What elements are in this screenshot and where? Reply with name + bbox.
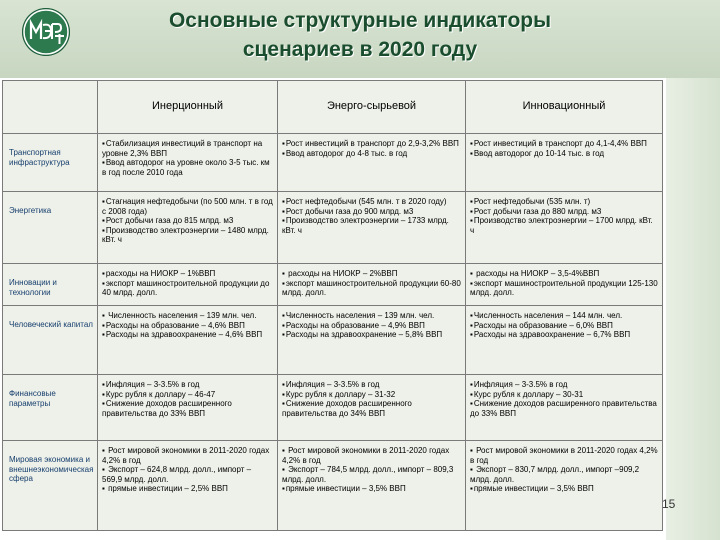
bullet-item: ▪ Рост мировой экономики в 2011-2020 годах 4,2% в год xyxy=(470,446,658,465)
row-header: Энергетика xyxy=(3,192,98,264)
bullet-item: ▪ прямые инвестиции – 2,5% ВВП xyxy=(102,484,273,494)
bullet-item: ▪ Численность населения – 139 млн. чел. xyxy=(282,311,461,321)
table-row xyxy=(3,441,663,531)
bullet-item: ▪ Курс рубля к доллару – 31-32 xyxy=(282,390,461,400)
bullet-item: ▪ Ввод автодорог до 4-8 тыс. в год xyxy=(282,149,461,159)
table-row xyxy=(3,264,663,306)
bullet-item: ▪ расходы на НИОКР – 1%ВВП xyxy=(102,269,273,279)
table-cell xyxy=(98,306,278,375)
table-cell xyxy=(98,264,278,306)
bullet-item: ▪ Ввод автодорог на уровне около 3-5 тыс. км в год после 2010 года xyxy=(102,158,273,177)
bullet-item: ▪ Рост нефтедобычи (545 млн. т в 2020 году) xyxy=(282,197,461,207)
bullet-item: ▪ Инфляция – 3-3.5% в год xyxy=(102,380,273,390)
bullet-item: ▪ Рост инвестиций в транспорт до 4,1-4,4% ВВП xyxy=(470,139,658,149)
table-cell xyxy=(278,441,466,531)
bullet-item: ▪ Рост добычи газа до 880 млрд. м3 xyxy=(470,207,658,217)
bullet-item: ▪ Снижение доходов расширенного правительства до 34% ВВП xyxy=(282,399,461,418)
table-header-row xyxy=(3,81,663,134)
title-line-2: сценариев в 2020 году xyxy=(242,38,478,61)
logo-icon xyxy=(22,8,70,56)
bullet-item: ▪ Производство электроэнергии – 1700 млрд. кВт. ч xyxy=(470,216,658,235)
bullet-item: ▪ Расходы на здравоохранение – 4,6% ВВП xyxy=(102,330,273,340)
row-header: Инновации и технологии xyxy=(3,264,98,306)
bullet-item: ▪ прямые инвестиции – 3,5% ВВП xyxy=(282,484,461,494)
bullet-item: ▪ экспорт машиностроительной продукции 125-130 млрд. долл. xyxy=(470,279,658,298)
bullet-item: ▪ Численность населения – 139 млн. чел. xyxy=(102,311,273,321)
bullet-item: ▪ Расходы на образование – 6,0% ВВП xyxy=(470,321,658,331)
table-row xyxy=(3,192,663,264)
page-title xyxy=(80,6,640,64)
bullet-item: ▪ Снижение доходов расширенного правительства до 33% ВВП xyxy=(102,399,273,418)
table-cell xyxy=(98,441,278,531)
table-cell xyxy=(278,192,466,264)
table-cell xyxy=(466,375,663,441)
bullet-item: ▪ Рост добычи газа до 900 млрд. м3 xyxy=(282,207,461,217)
table-row xyxy=(3,375,663,441)
table-row xyxy=(3,306,663,375)
bullet-item: ▪ экспорт машиностроительной продукции 60-80 млрд. долл. xyxy=(282,279,461,298)
table-cell xyxy=(278,134,466,192)
bullet-item: ▪ Экспорт – 784,5 млрд. долл., импорт – 809,3 млрд. долл. xyxy=(282,465,461,484)
side-band xyxy=(666,78,720,540)
bullet-item: ▪ Стагнация нефтедобычи (по 500 млн. т в год с 2008 года) xyxy=(102,197,273,216)
row-header: Мировая экономика и внешнеэкономическая сфера xyxy=(3,441,98,531)
table-cell xyxy=(278,306,466,375)
bullet-item: ▪ Снижение доходов расширенного правительства до 33% ВВП xyxy=(470,399,658,418)
row-header: Транспортная инфраструктура xyxy=(3,134,98,192)
bullet-item: ▪ Инфляция – 3-3.5% в год xyxy=(470,380,658,390)
bullet-item: ▪ Стабилизация инвестиций в транспорт на уровне 2,3% ВВП xyxy=(102,139,273,158)
bullet-item: ▪ Экспорт – 624,8 млрд. долл., импорт – 569,9 млрд. долл. xyxy=(102,465,273,484)
table-row xyxy=(3,134,663,192)
table-cell xyxy=(466,306,663,375)
column-header-inertial: Инерционный xyxy=(98,81,278,134)
bullet-item: ▪ Ввод автодорог до 10-14 тыс. в год xyxy=(470,149,658,159)
column-header-energy-resource: Энерго-сырьевой xyxy=(278,81,466,134)
bullet-item: ▪ Инфляция – 3-3.5% в год xyxy=(282,380,461,390)
bullet-item: ▪ Рост мировой экономики в 2011-2020 годах 4,2% в год xyxy=(102,446,273,465)
bullet-item: ▪ Численность населения – 144 млн. чел. xyxy=(470,311,658,321)
bullet-item: ▪ Рост инвестиций в транспорт до 2,9-3,2% ВВП xyxy=(282,139,461,149)
bullet-item: ▪ Рост добычи газа до 815 млрд. м3 xyxy=(102,216,273,226)
table-cell xyxy=(466,192,663,264)
bullet-item: ▪ расходы на НИОКР – 2%ВВП xyxy=(282,269,461,279)
table-cell xyxy=(466,134,663,192)
bullet-item: ▪ экспорт машиностроительной продукции до 40 млрд. долл. xyxy=(102,279,273,298)
bullet-item: ▪ Рост нефтедобычи (535 млн. т) xyxy=(470,197,658,207)
title-line-1: Основные структурные индикаторы xyxy=(168,9,552,32)
bullet-item: ▪ прямые инвестиции – 3,5% ВВП xyxy=(470,484,658,494)
table-cell xyxy=(98,192,278,264)
bullet-item: ▪ Расходы на здравоохранение – 6,7% ВВП xyxy=(470,330,658,340)
row-header: Человеческий капитал xyxy=(3,306,98,375)
bullet-item: ▪ Курс рубля к доллару – 30-31 xyxy=(470,390,658,400)
bullet-item: ▪ Расходы на образование – 4,6% ВВП xyxy=(102,321,273,331)
bullet-item: ▪ Расходы на образование – 4,9% ВВП xyxy=(282,321,461,331)
table-cell xyxy=(466,441,663,531)
table-cell xyxy=(98,134,278,192)
bullet-item: ▪ Расходы на здравоохранение – 5,8% ВВП xyxy=(282,330,461,340)
column-header-empty xyxy=(3,81,98,134)
table-cell xyxy=(466,264,663,306)
indicators-table xyxy=(2,80,663,531)
bullet-item: ▪ Рост мировой экономики в 2011-2020 годах 4,2% в год xyxy=(282,446,461,465)
bullet-item: ▪ Курс рубля к доллару – 46-47 xyxy=(102,390,273,400)
bullet-item: ▪ Производство электроэнергии – 1733 млрд. кВт. ч xyxy=(282,216,461,235)
bullet-item: ▪ расходы на НИОКР – 3,5-4%ВВП xyxy=(470,269,658,279)
page-number: 15 xyxy=(662,497,676,511)
table-cell xyxy=(98,375,278,441)
table-cell xyxy=(278,264,466,306)
row-header: Финансовые параметры xyxy=(3,375,98,441)
table-cell xyxy=(278,375,466,441)
column-header-innovative: Инновационный xyxy=(466,81,663,134)
bullet-item: ▪ Экспорт – 830,7 млрд. долл., импорт –909,2 млрд. долл. xyxy=(470,465,658,484)
bullet-item: ▪ Производство электроэнергии – 1480 млрд. кВт. ч xyxy=(102,226,273,245)
